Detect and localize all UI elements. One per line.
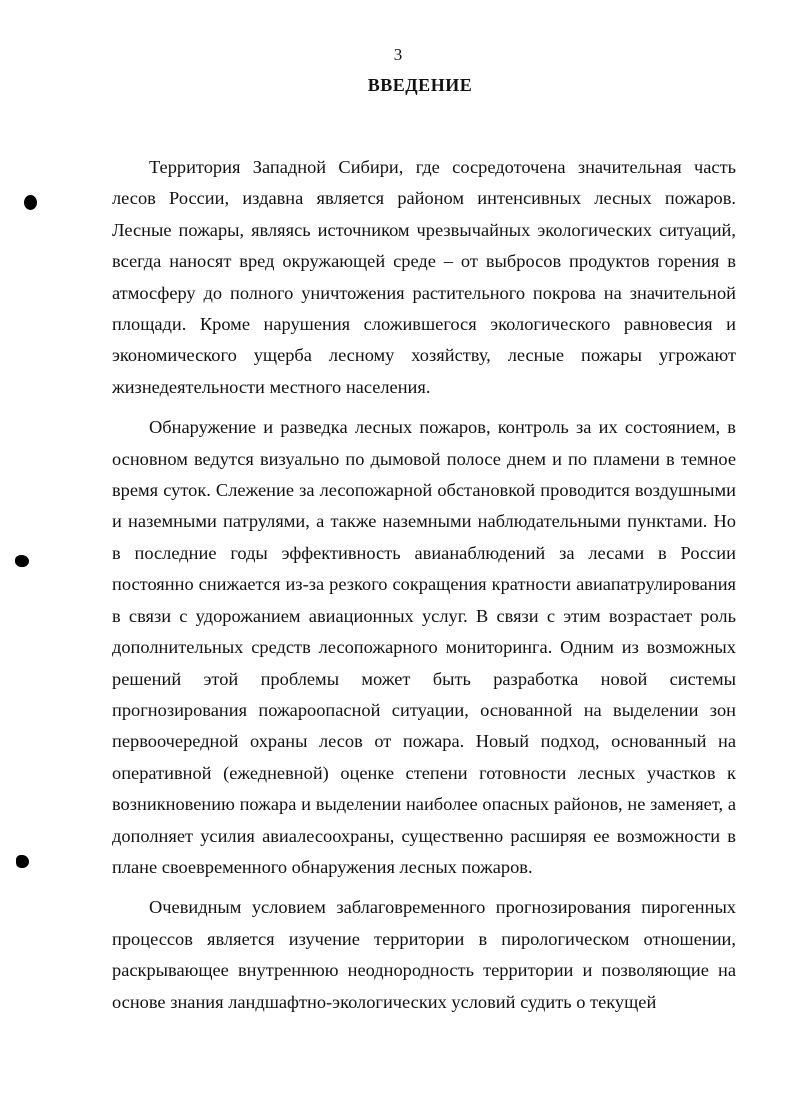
section-title: ВВЕДЕНИЕ [367,75,473,95]
paragraph-3: Очевидным условием заблаговременного прогнозирования пирогенных процессов является изучение территории в пирологическом отношении, раскрывающее внутреннюю неоднородность территории и позволяющие на основе знания ландшафтно-экологических условий судить о текущей [112,897,736,1012]
binding-hole-mark-bottom [16,855,29,868]
binding-hole-mark-middle [15,555,29,567]
body-text [112,152,736,1018]
binding-hole-mark-top [24,195,37,210]
paragraph-1: Территория Западной Сибири, где сосредоточена значительная часть лесов России, издавна является районом интенсивных лесных пожаров. Лесные пожары, являясь источником чрезвычайных экологических ситуаций, всегда наносят вред окружающей среде – от выбросов продуктов горения в атмосферу до полного уничтожения растительного покрова на значительной площади. Кроме нарушения сложившегося экологического равновесия и экономического ущерба лесному хозяйству, лесные пожары угрожают жизнедеятельности местного населения. [112,157,736,397]
page-number: 3 [393,45,403,64]
paragraph-2: Обнаружение и разведка лесных пожаров, контроль за их состоянием, в основном ведутся визуально по дымовой полосе днем и по пламени в темное время суток. Слежение за лесопожарной обстановкой проводится воздушными и наземными патрулями, а также наземными наблюдательными пунктами. Но в последние годы эффективность авианаблюдений за лесами в России постоянно снижается из-за резкого сокращения кратности авиапатрулирования в связи с удорожанием авиационных услуг. В связи с этим возрастает роль дополнительных средств лесопожарного мониторинга. Одним из возможных решений этой проблемы может быть разработка новой системы прогнозирования пожароопасной ситуации, основанной на выделении зон первоочередной охраны лесов от пожара. Новый подход, основанный на оперативной (ежедневной) оценке степени готовности лесных участков к возникновению пожара и выделении наиболее опасных районов, не заменяет, а дополняет усилия авиалесоохраны, существенно расширяя ее возможности в плане своевременного обнаружения лесных пожаров. [112,417,736,877]
